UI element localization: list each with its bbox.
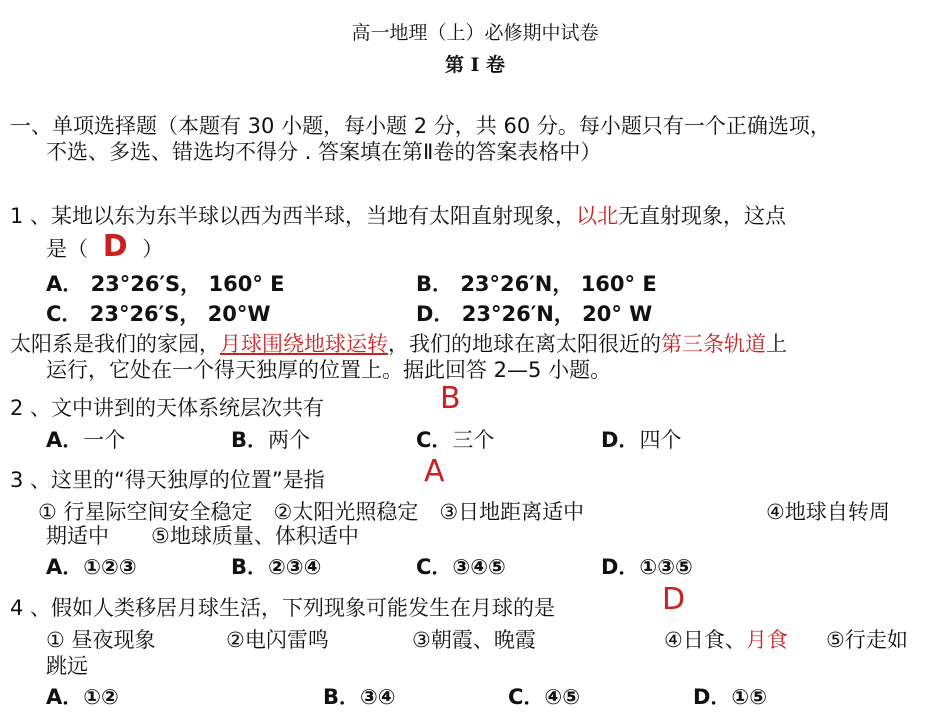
q2-option-a <box>46 424 125 454</box>
passage-part3: 上 <box>766 332 787 356</box>
q4-choice-4-highlight: 月食 <box>745 628 788 652</box>
q4-choice-3: ③朝霞、晚霞 <box>412 628 536 652</box>
q1-option-c: C． 23°26′S， 20°W <box>46 302 271 326</box>
q3-choices-line1: ① 行星际空间安全稳定 ②太阳光照稳定 ③日地距离适中 <box>38 500 585 524</box>
q2-option-c-text: 三个 <box>452 428 495 452</box>
q2-option-a-letter: A． <box>46 428 84 452</box>
q2-option-d <box>601 424 681 454</box>
q4-choice-1: ① 昼夜现象 <box>46 628 156 652</box>
q3-stem: 3 、这里的“得天独厚的位置”是指 <box>10 468 325 492</box>
q4-option-b: B．③④ <box>323 685 396 709</box>
passage-line2: 运行，它处在一个得天独厚的位置上。据此回答 2—5 小题。 <box>46 358 612 382</box>
document-title: 高一地理（上）必修期中试卷 <box>351 22 599 44</box>
passage-highlight-orbit: 第三条轨道 <box>661 332 766 356</box>
q2-option-b-letter: B． <box>231 428 269 452</box>
q4-choice-4 <box>664 624 788 654</box>
q4-stem: 4 、假如人类移居月球生活，下列现象可能发生在月球的是 <box>10 596 556 620</box>
section-instructions-line1: 一、单项选择题（本题有 30 小题，每小题 2 分，共 60 分。每小题只有一个正确选项， <box>10 114 831 138</box>
section-volume-label: 第 I 卷 <box>444 54 506 76</box>
q1-stem-part1: 1 、某地以东为东半球以西为西半球，当地有太阳直射现象， <box>10 204 577 228</box>
section-instructions-line2: 不选、多选、错选均不得分 . 答案填在第Ⅱ卷的答案表格中） <box>46 140 602 164</box>
q1-stem-paren-open: 是（ <box>46 237 88 261</box>
passage-highlight-moon: 月球围绕地球运转 <box>220 332 388 356</box>
q4-option-c: C．④⑤ <box>508 685 580 709</box>
q3-option-a: A．①②③ <box>46 555 137 579</box>
q1-option-d: D． 23°26′N， 20° W <box>416 302 653 326</box>
q2-option-c <box>416 424 494 454</box>
passage-part2: ，我们的地球在离太阳很近的 <box>388 332 661 356</box>
q3-answer: A <box>424 454 445 489</box>
passage-part1: 太阳系是我们的家园， <box>10 332 220 356</box>
q1-stem-line2 <box>46 229 164 264</box>
q4-option-a: A．①② <box>46 685 119 709</box>
q4-choice-4-text: ④日食、 <box>664 628 746 652</box>
q3-option-c: C．③④⑤ <box>416 555 506 579</box>
q4-choice-5: ⑤行走如 <box>826 628 908 652</box>
q3-option-d: D．①③⑤ <box>601 555 693 579</box>
q2-option-a-text: 一个 <box>83 428 126 452</box>
q2-option-b <box>231 424 310 454</box>
q4-answer: D <box>662 582 686 617</box>
q1-answer: D <box>102 229 128 264</box>
q1-option-b: B． 23°26′N， 160° E <box>416 272 657 296</box>
q2-option-c-letter: C． <box>416 428 453 452</box>
q3-choices-line2: 期适中 ⑤地球质量、体积适中 <box>46 524 359 548</box>
q2-stem: 2 、文中讲到的天体系统层次共有 <box>10 396 325 420</box>
q1-stem <box>10 200 786 230</box>
q3-choices-line1-right: ④地球自转周 <box>766 500 890 524</box>
q2-option-d-text: 四个 <box>639 428 682 452</box>
q2-option-b-text: 两个 <box>268 428 311 452</box>
q3-option-b: B．②③④ <box>231 555 322 579</box>
q2-option-d-letter: D． <box>601 428 640 452</box>
q1-stem-paren-close: ） <box>142 237 164 261</box>
q1-stem-part2: 无直射现象，这点 <box>618 204 787 228</box>
q1-stem-highlight: 以北 <box>576 204 619 228</box>
q4-option-d: D．①⑤ <box>693 685 767 709</box>
q1-option-a: A． 23°26′S， 160° E <box>46 272 285 296</box>
q2-answer: B <box>440 381 461 416</box>
q4-choice-2: ②电闪雷鸣 <box>226 628 329 652</box>
q4-choices-line2: 跳远 <box>46 654 88 678</box>
